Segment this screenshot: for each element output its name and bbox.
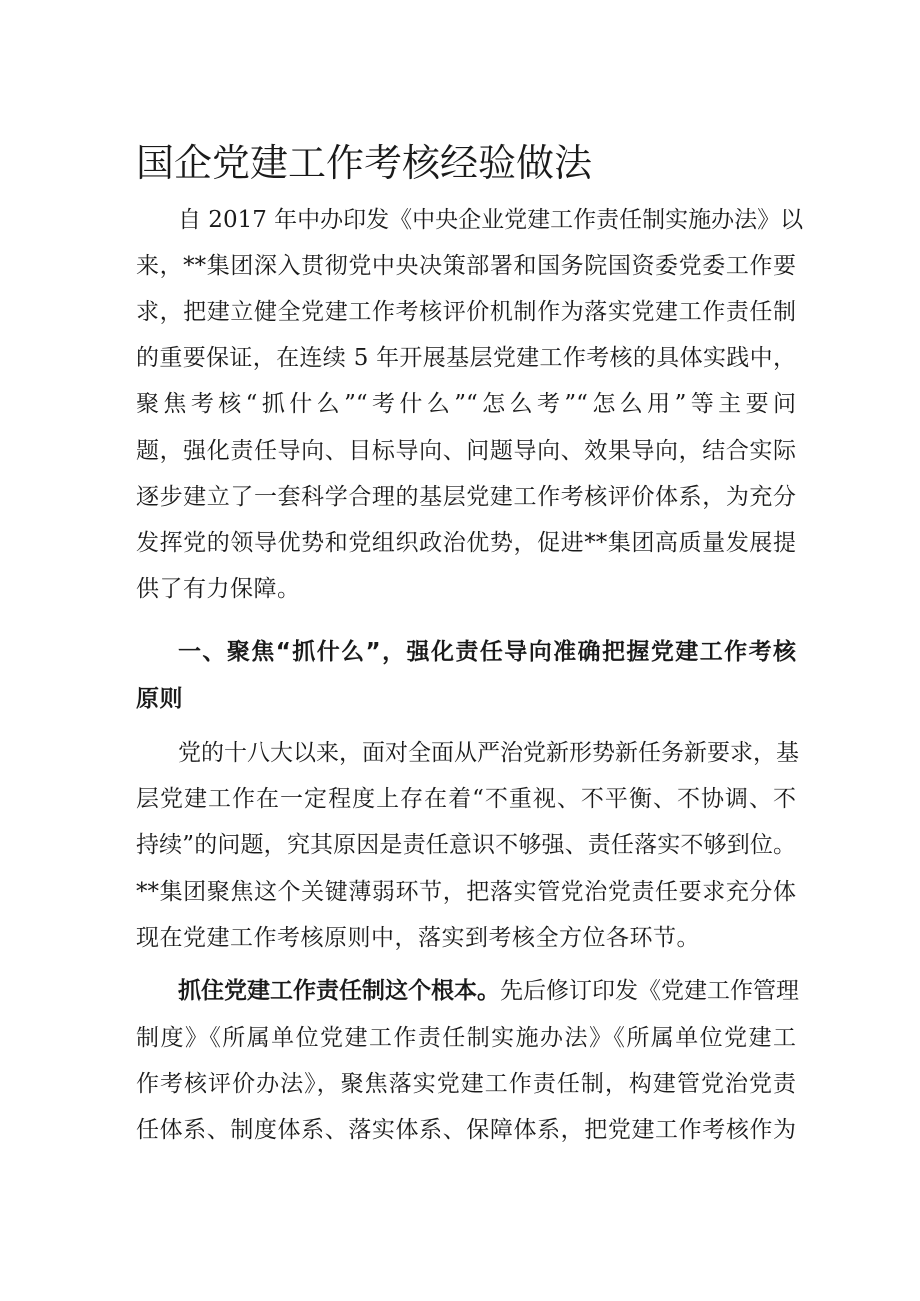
section-heading: 一、聚焦“抓什么”，强化责任导向准确把握党建工作考核 bbox=[178, 639, 796, 665]
intro-line: 求，把建立健全党建工作考核评价机制作为落实党建工作责任制 bbox=[136, 299, 796, 325]
point-line: 任体系、制度体系、落实体系、保障体系，把党建工作考核作为 bbox=[136, 1117, 796, 1143]
document-title: 国企党建工作考核经验做法 bbox=[136, 141, 593, 185]
point-first-line bbox=[178, 971, 799, 1011]
section-paragraph-line: 现在党建工作考核原则中，落实到考核全方位各环节。 bbox=[136, 925, 700, 951]
intro-line: 逐步建立了一套科学合理的基层党建工作考核评价体系，为充分 bbox=[136, 484, 796, 510]
intro-line: 供了有力保障。 bbox=[136, 576, 301, 602]
point-line: 制度》《所属单位党建工作责任制实施办法》《所属单位党建工 bbox=[136, 1025, 796, 1051]
intro-line: 聚焦考核“抓什么”“考什么”“怎么考”“怎么用”等主要问 bbox=[136, 391, 796, 417]
section-paragraph-line: 党的十八大以来，面对全面从严治党新形势新任务新要求，基 bbox=[178, 740, 799, 766]
point-line: 作考核评价办法》，聚焦落实党建工作责任制，构建管党治党责 bbox=[136, 1071, 796, 1097]
point-first-line-rest: 先后修订印发《党建工作管理 bbox=[500, 978, 799, 1004]
intro-line: 的重要保证，在连续 5 年开展基层党建工作考核的具体实践中， bbox=[136, 345, 796, 371]
section-paragraph-line: 持续”的问题，究其原因是责任意识不够强、责任落实不够到位。 bbox=[136, 832, 796, 858]
point-bold-lead: 抓住党建工作责任制这个根本。 bbox=[178, 978, 500, 1004]
intro-line: 自 2017 年中办印发《中央企业党建工作责任制实施办法》以 bbox=[178, 207, 804, 233]
intro-line: 来，**集团深入贯彻党中央决策部署和国务院国资委党委工作要 bbox=[136, 253, 796, 279]
intro-line: 发挥党的领导优势和党组织政治优势，促进**集团高质量发展提 bbox=[136, 530, 796, 556]
section-paragraph-line: **集团聚焦这个关键薄弱环节，把落实管党治党责任要求充分体 bbox=[136, 879, 796, 905]
intro-line: 题，强化责任导向、目标导向、问题导向、效果导向，结合实际 bbox=[136, 438, 796, 464]
section-paragraph-line: 层党建工作在一定程度上存在着“不重视、不平衡、不协调、不 bbox=[136, 786, 796, 812]
section-heading: 原则 bbox=[136, 686, 183, 712]
